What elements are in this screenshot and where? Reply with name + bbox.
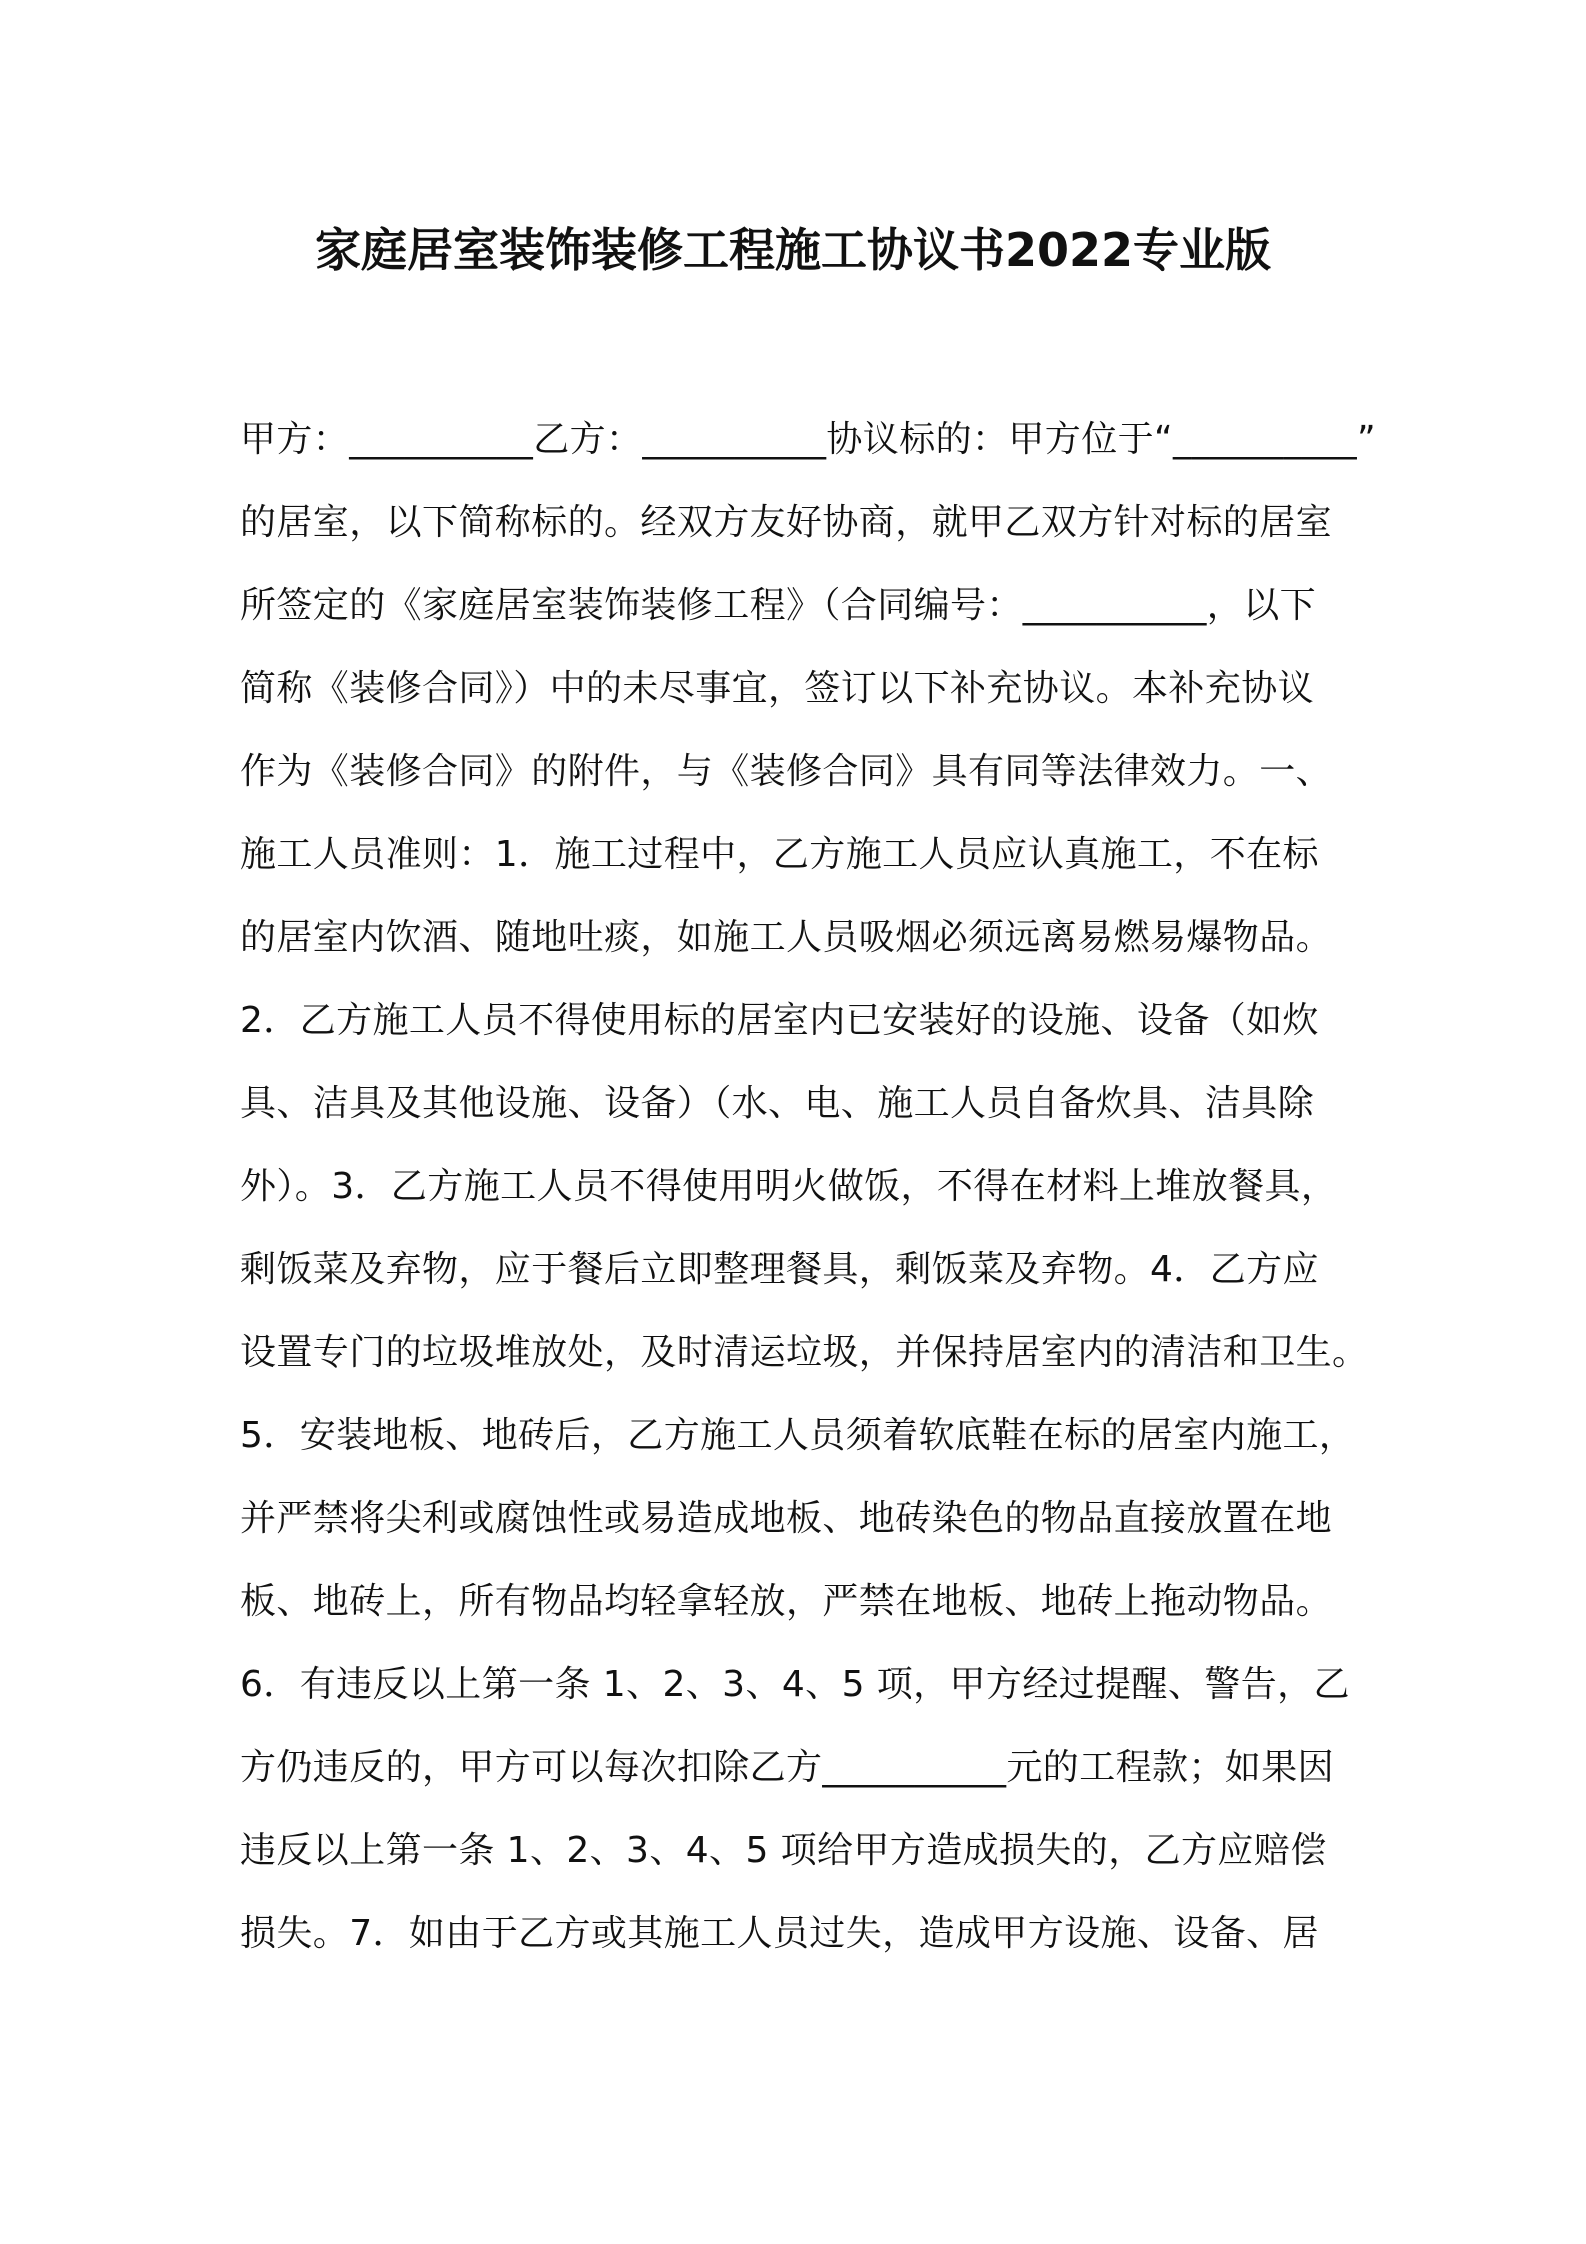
body-line: 具、洁具及其他设施、设备）（水、电、施工人员自备炊具、洁具除 [240,1083,1315,1124]
body-line: 违反以上第一条 1、2、3、4、5 项给甲方造成损失的，乙方应赔偿 [240,1830,1327,1871]
body-line: 的居室内饮酒、随地吐痰，如施工人员吸烟必须远离易燃易爆物品。 [240,917,1333,958]
body-line: 的居室，以下简称标的。经双方友好协商，就甲乙双方针对标的居室 [240,502,1333,543]
body-line: 剩饭菜及弃物，应于餐后立即整理餐具，剩饭菜及弃物。4．乙方应 [240,1249,1319,1290]
body-line: 5．安装地板、地砖后，乙方施工人员须着软底鞋在标的居室内施工， [240,1415,1356,1456]
body-line: 并严禁将尖利或腐蚀性或易造成地板、地砖染色的物品直接放置在地 [240,1498,1333,1539]
body-line: 2．乙方施工人员不得使用标的居室内已安装好的设施、设备（如炊 [240,1000,1319,1041]
body-line: 6．有违反以上第一条 1、2、3、4、5 项，甲方经过提醒、警告，乙 [240,1664,1350,1705]
document-body [240,398,1377,1975]
body-line: 外）。3．乙方施工人员不得使用明火做饭，不得在材料上堆放餐具， [240,1166,1338,1207]
body-line: 作为《装修合同》的附件，与《装修合同》具有同等法律效力。一、 [240,751,1333,792]
body-line: 甲方：__________乙方：__________协议标的：甲方位于“__________” [240,419,1377,460]
body-line: 施工人员准则：1．施工过程中，乙方施工人员应认真施工，不在标 [240,834,1319,875]
body-line: 方仍违反的，甲方可以每次扣除乙方__________元的工程款；如果因 [240,1747,1335,1788]
body-line: 简称《装修合同》）中的未尽事宜，签订以下补充协议。本补充协议 [240,668,1315,709]
body-line: 损失。7．如由于乙方或其施工人员过失，造成甲方设施、设备、居 [240,1913,1319,1954]
document-title: 家庭居室装饰装修工程施工协议书2022专业版 [314,223,1272,277]
body-line: 设置专门的垃圾堆放处，及时清运垃圾，并保持居室内的清洁和卫生。 [240,1332,1369,1373]
body-line: 所签定的《家庭居室装饰装修工程》（合同编号：__________，以下 [240,585,1317,626]
body-line: 板、地砖上，所有物品均轻拿轻放，严禁在地板、地砖上拖动物品。 [240,1581,1333,1622]
